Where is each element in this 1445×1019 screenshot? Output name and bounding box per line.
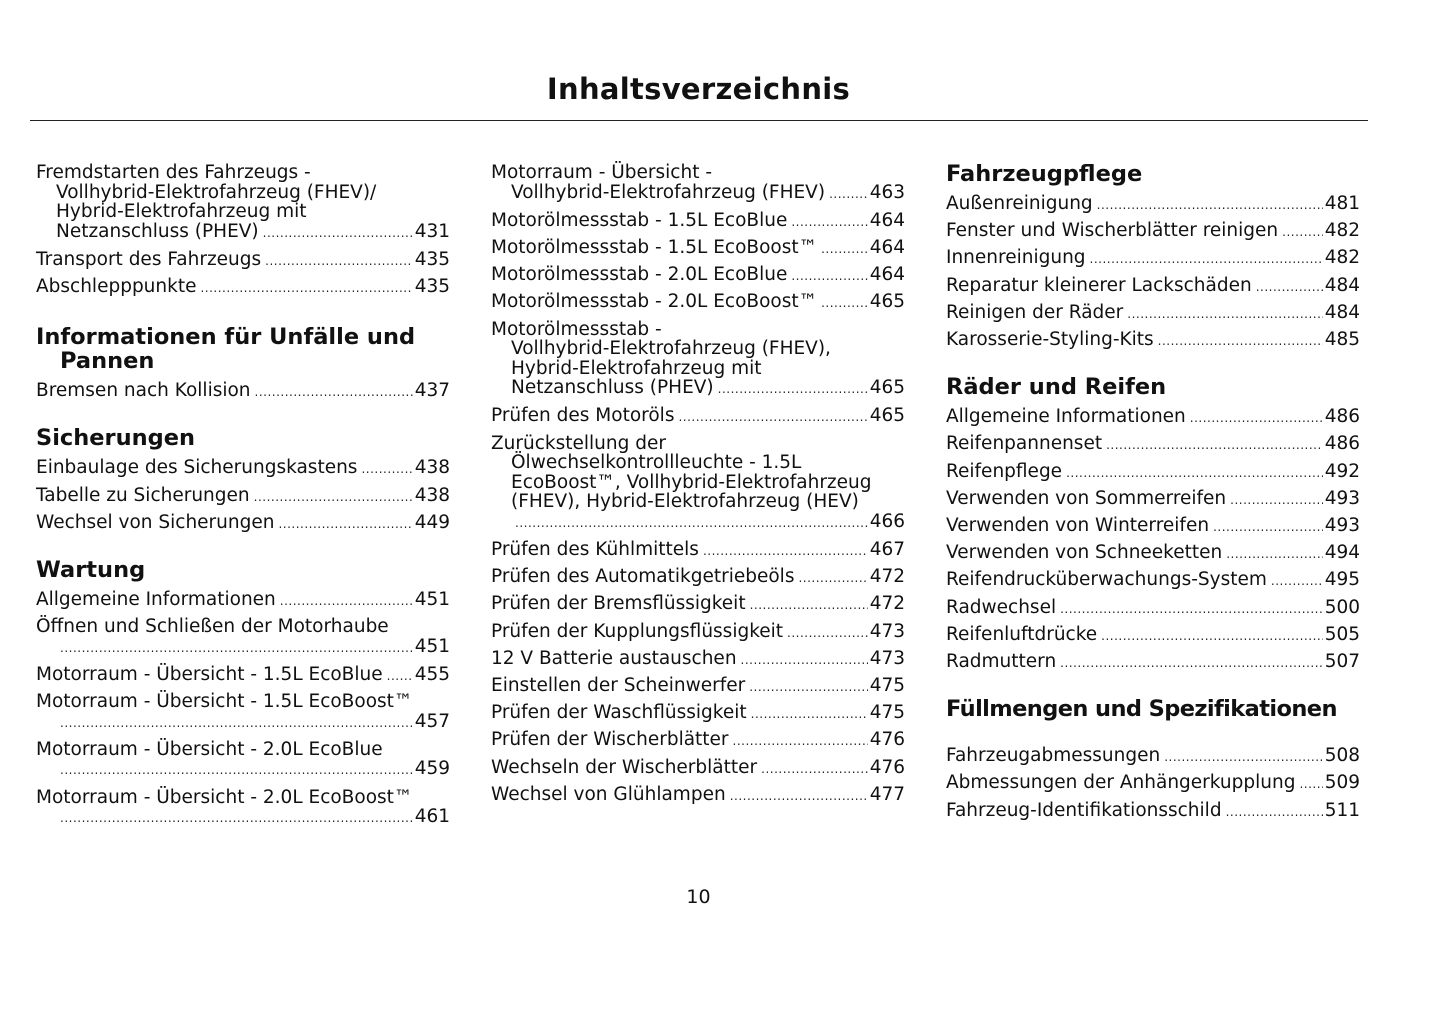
page-ref: 486 [1324, 406, 1360, 428]
toc-entry[interactable] [946, 218, 1360, 245]
toc-entry-text: Motorölmessstab - [491, 318, 662, 340]
toc-entry-text: Fremdstarten des Fahrzeugs - [36, 162, 311, 183]
page-ref: 476 [869, 756, 905, 778]
page-ref: 435 [414, 276, 450, 298]
leader-dots [750, 592, 868, 618]
toc-entry[interactable] [946, 300, 1360, 327]
leader-dots [254, 484, 413, 510]
toc-entry-text: Verwenden von Winterreifen [946, 515, 1210, 537]
toc-entry-text: Motorölmessstab - 2.0L EcoBoost™ [491, 291, 818, 313]
toc-entry[interactable] [491, 262, 905, 289]
toc-entry-text: Wechseln der Wischerblätter [491, 756, 758, 778]
leader-dots [761, 756, 868, 782]
page-ref: 508 [1324, 745, 1360, 767]
toc-entry-text: Motorölmessstab - 1.5L EcoBoost™ [491, 236, 818, 258]
page-ref: 431 [414, 220, 450, 242]
leader-dots [1190, 405, 1323, 431]
toc-entry-text: Motorraum - Übersicht - 1.5L EcoBoost™ [36, 691, 413, 713]
toc-entry[interactable] [491, 727, 905, 754]
leader-dots [791, 263, 867, 289]
toc-entry-text: 12 V Batterie austauschen [491, 647, 737, 669]
toc-entry[interactable] [491, 564, 905, 591]
toc-entry-text: Netzanschluss (PHEV) [56, 220, 259, 242]
toc-entry[interactable] [36, 160, 450, 247]
leader-dots [1101, 623, 1323, 649]
page-ref: 509 [1324, 772, 1360, 794]
toc-entry-text: Prüfen des Automatikgetriebeöls [491, 566, 795, 588]
toc-entry-text: Reifenpflege [946, 460, 1063, 482]
toc-entry-text: Allgemeine Informationen [946, 406, 1186, 428]
leader-dots [60, 809, 413, 829]
toc-column-1 [36, 160, 450, 832]
toc-entry-text: Reparatur kleinerer Lackschäden [946, 274, 1252, 296]
leader-dots [741, 647, 868, 673]
toc-entry-text: Vollhybrid-Elektrofahrzeug (FHEV) [511, 181, 826, 203]
toc-entry-text: Prüfen des Motoröls [491, 405, 675, 427]
page-ref: 507 [1324, 651, 1360, 673]
page-ref: 481 [1324, 193, 1360, 214]
leader-dots [751, 701, 868, 727]
toc-entry[interactable] [946, 743, 1360, 770]
leader-dots [678, 404, 867, 430]
toc-entry-text: Allgemeine Informationen [36, 589, 276, 611]
leader-dots [730, 783, 868, 809]
page-ref: 511 [1324, 799, 1360, 821]
toc-entry[interactable] [946, 798, 1360, 825]
toc-entry-text: Motorraum - Übersicht - [491, 162, 713, 183]
page-ref: 437 [414, 380, 450, 402]
toc-entry[interactable] [491, 317, 905, 404]
page-ref: 451 [414, 589, 450, 611]
toc-entry[interactable] [36, 483, 450, 510]
toc-entry[interactable] [36, 274, 450, 301]
page-ref: 472 [869, 566, 905, 588]
toc-entry-text: EcoBoost™, Vollhybrid-Elektrofahrzeug [511, 471, 872, 493]
leader-dots [361, 456, 412, 482]
toc-entry-text: Wechsel von Glühlampen [491, 783, 726, 805]
page-ref: 463 [869, 181, 905, 203]
page-ref: 477 [869, 783, 905, 805]
toc-entry-text: Einstellen der Scheinwerfer [491, 675, 746, 697]
toc-entry-text: Fahrzeugabmessungen [946, 745, 1161, 767]
toc-entry-text: Zurückstellung der [491, 432, 666, 454]
toc-entry[interactable] [491, 646, 905, 673]
leader-dots [1299, 771, 1322, 797]
toc-entry[interactable] [491, 619, 905, 646]
page-ref: 482 [1324, 220, 1360, 242]
toc-entry[interactable] [946, 459, 1360, 486]
page-ref: 493 [1324, 515, 1360, 537]
leader-dots [1097, 192, 1323, 218]
section-heading: Fahrzeugpflege [946, 161, 1143, 187]
toc-entry-text: Prüfen des Kühlmittels [491, 539, 699, 561]
toc-entry-text: Verwenden von Sommerreifen [946, 487, 1227, 509]
toc-entry-text: Prüfen der Kupplungsflüssigkeit [491, 620, 784, 642]
toc-entry[interactable] [946, 245, 1360, 272]
page-ref: 473 [869, 620, 905, 642]
page-ref: 486 [1324, 433, 1360, 455]
toc-entry[interactable] [491, 289, 905, 316]
leader-dots [1256, 274, 1323, 300]
toc-entry[interactable] [946, 404, 1360, 431]
toc-entry[interactable] [946, 191, 1360, 218]
toc-entry[interactable] [946, 513, 1360, 540]
leader-dots [1060, 596, 1323, 622]
toc-entry-text: Hybrid-Elektrofahrzeug mit [56, 201, 307, 223]
leader-dots [1226, 799, 1323, 825]
page-ref: 451 [414, 635, 450, 657]
leader-dots [798, 565, 867, 591]
toc-entry[interactable] [491, 235, 905, 262]
toc-entry[interactable] [36, 510, 450, 537]
leader-dots [787, 620, 868, 646]
leader-dots [1158, 328, 1323, 354]
toc-entry-text: Hybrid-Elektrofahrzeug mit [511, 357, 762, 379]
page-ref: 449 [414, 511, 450, 533]
toc-entry[interactable] [946, 567, 1360, 594]
page-ref: 475 [869, 675, 905, 697]
toc-entry[interactable] [491, 700, 905, 727]
page-ref: 505 [1324, 623, 1360, 645]
toc-entry[interactable] [36, 737, 450, 785]
page-ref: 438 [414, 457, 450, 479]
leader-dots [1164, 744, 1322, 770]
section-heading: Sicherungen [36, 425, 196, 452]
leader-dots [1282, 219, 1323, 245]
leader-dots [821, 290, 868, 316]
leader-dots [703, 538, 868, 564]
leader-dots [1226, 541, 1322, 567]
leader-dots [263, 224, 413, 244]
toc-entry[interactable] [946, 327, 1360, 354]
toc-entry[interactable] [491, 782, 905, 809]
page-ref: 464 [869, 209, 905, 231]
section-heading: Informationen für Unfälle und Pannen [36, 324, 416, 375]
title-divider [30, 120, 1368, 121]
leader-dots [1066, 460, 1323, 486]
page-ref: 476 [869, 729, 905, 751]
toc-entry-text: Abschlepppunkte [36, 276, 197, 298]
section-heading: Räder und Reifen [946, 374, 1167, 401]
toc-entry[interactable] [491, 431, 905, 537]
page-ref: 438 [414, 484, 450, 506]
toc-entry-text: Einbaulage des Sicherungskastens [36, 457, 358, 479]
toc-entry-text: Vollhybrid-Elektrofahrzeug (FHEV), [511, 338, 831, 360]
toc-entry-text: Prüfen der Wischerblätter [491, 729, 729, 751]
leader-dots [718, 380, 868, 400]
page-ref: 500 [1324, 596, 1360, 618]
toc-entry[interactable] [491, 208, 905, 235]
leader-dots [60, 639, 413, 659]
toc-entry[interactable] [946, 273, 1360, 300]
toc-entry[interactable] [36, 614, 450, 662]
toc-entry[interactable] [36, 455, 450, 482]
leader-dots [821, 236, 868, 262]
leader-dots [1271, 568, 1323, 594]
toc-entry-text: Prüfen der Waschflüssigkeit [491, 702, 747, 724]
toc-entry-text: Wechsel von Sicherungen [36, 511, 275, 533]
toc-entry[interactable] [491, 160, 905, 208]
toc-entry[interactable] [36, 247, 450, 274]
page-ref: 461 [414, 806, 450, 828]
toc-entry-text: Radmuttern [946, 651, 1057, 673]
toc-column-2 [491, 160, 905, 809]
toc-entry-text: Verwenden von Schneeketten [946, 542, 1223, 564]
toc-entry[interactable] [946, 595, 1360, 622]
toc-entry-text: Transport des Fahrzeugs [36, 248, 262, 270]
leader-dots [829, 185, 868, 205]
page-ref: 465 [869, 377, 905, 399]
leader-dots [1106, 432, 1323, 458]
toc-entry-text: Ölwechselkontrollleuchte - 1.5L [511, 452, 802, 474]
toc-entry[interactable] [491, 591, 905, 618]
page-ref: 467 [869, 539, 905, 561]
toc-entry[interactable] [946, 540, 1360, 567]
page-ref: 484 [1324, 274, 1360, 296]
leader-dots [60, 714, 413, 734]
page-number: 10 [686, 886, 711, 908]
section-heading: Wartung [36, 557, 146, 584]
toc-entry-text: Karosserie-Styling-Kits [946, 329, 1154, 351]
toc-entry-text: Motorölmessstab - 2.0L EcoBlue [491, 264, 788, 286]
toc-entry-text: Motorraum - Übersicht - 2.0L EcoBoost™ [36, 786, 413, 808]
leader-dots [1230, 487, 1323, 513]
page-ref: 464 [869, 236, 905, 258]
toc-entry[interactable] [36, 378, 450, 405]
leader-dots [1127, 301, 1322, 327]
toc-entry[interactable] [36, 662, 450, 689]
toc-entry-text: Netzanschluss (PHEV) [511, 377, 714, 399]
page-ref: 465 [869, 291, 905, 313]
toc-entry[interactable] [491, 537, 905, 564]
leader-dots [791, 209, 867, 235]
page-title: Inhaltsverzeichnis [546, 72, 851, 106]
toc-entry-text: Prüfen der Bremsflüssigkeit [491, 593, 746, 615]
toc-entry[interactable] [491, 673, 905, 700]
toc-entry-text: Tabelle zu Sicherungen [36, 484, 250, 506]
toc-entry[interactable] [946, 622, 1360, 649]
toc-entry[interactable] [946, 486, 1360, 513]
page-ref: 475 [869, 702, 905, 724]
toc-entry-text: Reifenpannenset [946, 433, 1103, 455]
page-ref: 472 [869, 593, 905, 615]
leader-dots [60, 761, 413, 781]
leader-dots [387, 663, 413, 689]
toc-entry-text: Öffnen und Schließen der Motorhaube [36, 616, 389, 638]
page-ref: 457 [414, 710, 450, 732]
page-ref: 459 [414, 758, 450, 780]
leader-dots [733, 728, 868, 754]
toc-entry[interactable] [491, 755, 905, 782]
leader-dots [255, 379, 413, 405]
toc-entry-text: Motorölmessstab - 1.5L EcoBlue [491, 209, 788, 231]
page-ref: 495 [1324, 569, 1360, 591]
toc-entry-text: Fahrzeug-Identifikationsschild [946, 799, 1222, 821]
page-ref: 484 [1324, 301, 1360, 323]
page-ref: 494 [1324, 542, 1360, 564]
toc-entry[interactable] [946, 770, 1360, 797]
section-heading: Füllmengen und Spezifikationen [946, 696, 1337, 723]
page-ref: 492 [1324, 460, 1360, 482]
leader-dots [200, 275, 412, 301]
leader-dots [278, 511, 412, 537]
page-ref: 466 [869, 510, 905, 532]
toc-entry-text: Reifendrucküberwachungs-System [946, 569, 1267, 591]
page-ref: 482 [1324, 247, 1360, 269]
leader-dots [1090, 246, 1323, 272]
toc-entry[interactable] [36, 785, 450, 833]
page-ref: 464 [869, 264, 905, 286]
leader-dots [280, 588, 413, 614]
leader-dots [515, 514, 868, 534]
toc-entry-text: Radwechsel [946, 596, 1057, 618]
leader-dots [265, 248, 413, 274]
toc-entry[interactable] [491, 403, 905, 430]
toc-entry-text: Bremsen nach Kollision [36, 380, 251, 402]
page-ref: 473 [869, 647, 905, 669]
leader-dots [1213, 514, 1323, 540]
leader-dots [749, 674, 867, 700]
toc-entry[interactable] [36, 587, 450, 614]
toc-entry-text: Abmessungen der Anhängerkupplung [946, 772, 1296, 794]
toc-entry-text: (FHEV), Hybrid-Elektrofahrzeug (HEV) [511, 491, 859, 513]
page-ref: 435 [414, 248, 450, 270]
toc-entry[interactable] [946, 649, 1360, 676]
toc-entry-text: Fenster und Wischerblätter reinigen [946, 220, 1279, 242]
toc-entry-text: Reifenluftdrücke [946, 623, 1098, 645]
leader-dots [1060, 650, 1323, 676]
toc-entry-text: Motorraum - Übersicht - 1.5L EcoBlue [36, 663, 383, 685]
toc-entry-text: Reinigen der Räder [946, 301, 1124, 323]
toc-entry[interactable] [946, 431, 1360, 458]
page-ref: 465 [869, 405, 905, 427]
toc-entry[interactable] [36, 689, 450, 737]
page-ref: 485 [1324, 329, 1360, 351]
page-ref: 493 [1324, 487, 1360, 509]
toc-entry-text: Außenreinigung [946, 193, 1093, 214]
toc-entry-text: Innenreinigung [946, 247, 1086, 269]
toc-column-3 [946, 160, 1360, 825]
toc-entry-text: Motorraum - Übersicht - 2.0L EcoBlue [36, 738, 383, 760]
toc-entry-text: Vollhybrid-Elektrofahrzeug (FHEV)/ [56, 181, 377, 203]
page-ref: 455 [414, 663, 450, 685]
